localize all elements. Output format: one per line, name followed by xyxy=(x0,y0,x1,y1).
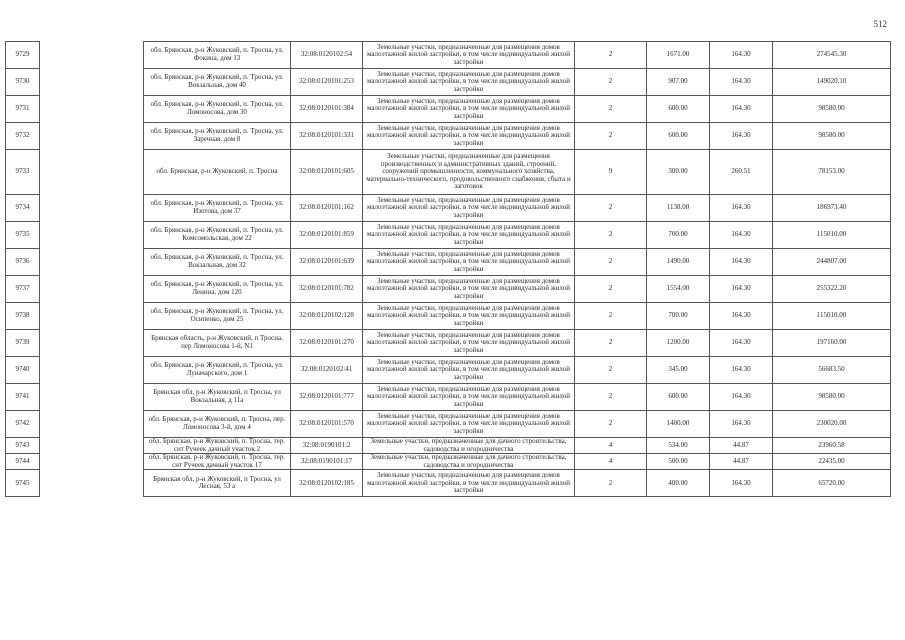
table-row xyxy=(6,303,891,330)
cell-area: 1490.00 xyxy=(647,249,710,276)
page-number: 512 xyxy=(873,19,887,29)
cell-group: 2 xyxy=(575,303,647,330)
registry-body xyxy=(6,42,891,497)
cell-id: 9730 xyxy=(6,69,40,96)
cell-id: 9729 xyxy=(6,42,40,69)
cell-id: 9738 xyxy=(6,303,40,330)
cell-group: 2 xyxy=(575,470,647,497)
cell-area: 907.00 xyxy=(647,69,710,96)
cell-value: 115010.00 xyxy=(773,303,891,330)
cell-cadastral: 32:08:0120101:384 xyxy=(291,96,363,123)
cell-id: 9734 xyxy=(6,195,40,222)
cell-purpose: Земельные участки, предназначенные для размещения домов малоэтажной жилой застройки, в том числе индивидуальной жилой застройки xyxy=(363,276,575,303)
cell-group: 2 xyxy=(575,69,647,96)
cell-value: 244807.00 xyxy=(773,249,891,276)
cell-value: 149020.10 xyxy=(773,69,891,96)
cell-address: Брянская обл, р-н Жуковский, п Тросна, ул Лесная, 53 а xyxy=(144,470,291,497)
cell-rate: 164.30 xyxy=(710,384,773,411)
cell-purpose: Земельные участки, предназначенные для размещения домов малоэтажной жилой застройки, в том числе индивидуальной жилой застройки xyxy=(363,330,575,357)
cell-value: 115010.00 xyxy=(773,222,891,249)
cell-area: 600.00 xyxy=(647,384,710,411)
cell-cadastral: 32:08:0120102:185 xyxy=(291,470,363,497)
cell-cadastral: 32:08:0190101:17 xyxy=(291,454,363,470)
cell-cadastral: 32:08:0120101:162 xyxy=(291,195,363,222)
cell-address: обл. Брянская, р-н Жуковский, п. Тросна, ул. Ленина, дом 120 xyxy=(144,276,291,303)
cell-cadastral: 32:08:0120101:777 xyxy=(291,384,363,411)
cell-gap xyxy=(40,357,144,384)
cell-area: 1200.00 xyxy=(647,330,710,357)
cell-id: 9731 xyxy=(6,96,40,123)
cell-value: 98580.00 xyxy=(773,96,891,123)
table-row xyxy=(6,357,891,384)
cell-gap xyxy=(40,411,144,438)
cell-rate: 164.30 xyxy=(710,357,773,384)
cell-gap xyxy=(40,454,144,470)
cell-address: обл. Брянская, р-н Жуковский, п. Тросна, ул. Изотова, дом 37 xyxy=(144,195,291,222)
cell-area: 1400.00 xyxy=(647,411,710,438)
cell-rate: 44.87 xyxy=(710,438,773,454)
cell-gap xyxy=(40,303,144,330)
cell-address: обл. Брянская, р-н Жуковский, п. Тросна, тер. снт Ручеек дачный участок 17 xyxy=(144,454,291,470)
cell-address: обл. Брянская, р-н Жуковский, п. Тросна, ул. Фокина, дом 13 xyxy=(144,42,291,69)
cell-address: обл. Брянская, р-н Жуковский, п. Тросна xyxy=(144,150,291,195)
cell-cadastral: 32:08:0120101:253 xyxy=(291,69,363,96)
table-row xyxy=(6,42,891,69)
cell-area: 300.00 xyxy=(647,150,710,195)
cell-value: 22435.00 xyxy=(773,454,891,470)
cell-rate: 164.30 xyxy=(710,470,773,497)
cell-area: 400.00 xyxy=(647,470,710,497)
cell-group: 2 xyxy=(575,195,647,222)
cell-area: 345.00 xyxy=(647,357,710,384)
cell-address: обл. Брянская, р-н Жуковский, п. Тросна, пер. Ломоносова 3-й, дом 4 xyxy=(144,411,291,438)
cell-gap xyxy=(40,330,144,357)
cell-id: 9737 xyxy=(6,276,40,303)
cell-rate: 164.30 xyxy=(710,123,773,150)
table-row xyxy=(6,330,891,357)
table-row xyxy=(6,411,891,438)
cell-area: 700.00 xyxy=(647,222,710,249)
cell-cadastral: 32:08:0120102:54 xyxy=(291,42,363,69)
cell-address: обл. Брянская, р-н Жуковский, п. Тросна, ул. Луначарского, дом 1 xyxy=(144,357,291,384)
cell-group: 9 xyxy=(575,150,647,195)
cell-purpose: Земельные участки, предназначенные для размещения домов малоэтажной жилой застройки, в том числе индивидуальной жилой застройки xyxy=(363,249,575,276)
cell-gap xyxy=(40,438,144,454)
cell-rate: 164.30 xyxy=(710,69,773,96)
cell-area: 600.00 xyxy=(647,96,710,123)
cell-area: 500.00 xyxy=(647,454,710,470)
cell-group: 2 xyxy=(575,330,647,357)
cell-gap xyxy=(40,69,144,96)
cell-purpose: Земельные участки, предназначенные для размещения домов малоэтажной жилой застройки, в том числе индивидуальной жилой застройки xyxy=(363,357,575,384)
cell-address: обл. Брянская, р-н Жуковский, п. Тросна, ул. Заречная, дом 8 xyxy=(144,123,291,150)
cell-address: обл. Брянская, р-н Жуковский, п. Тросна, тер. снт Ручеек дачный участок 2 xyxy=(144,438,291,454)
cell-id: 9740 xyxy=(6,357,40,384)
land-registry-table xyxy=(5,41,891,497)
cell-area: 1138.00 xyxy=(647,195,710,222)
table-row xyxy=(6,222,891,249)
cell-value: 56683.50 xyxy=(773,357,891,384)
cell-address: Брянская область, р-н Жуковский, п Тросна, пер Ломоносова 1-й, N1 xyxy=(144,330,291,357)
cell-purpose: Земельные участки, предназначенные для дачного строительства, садоводства и огородничества xyxy=(363,438,575,454)
cell-area: 700.00 xyxy=(647,303,710,330)
cell-rate: 164.30 xyxy=(710,222,773,249)
cell-address: обл. Брянская, р-н Жуковский, п. Тросна, ул. Вокзальная, дом 32 xyxy=(144,249,291,276)
cell-purpose: Земельные участки, предназначенные для размещения домов малоэтажной жилой застройки, в том числе индивидуальной жилой застройки xyxy=(363,42,575,69)
cell-rate: 164.30 xyxy=(710,42,773,69)
table-row xyxy=(6,69,891,96)
cell-purpose: Земельные участки, предназначенные для размещения домов малоэтажной жилой застройки, в том числе индивидуальной жилой застройки xyxy=(363,123,575,150)
cell-id: 9733 xyxy=(6,150,40,195)
cell-address: обл. Брянская, р-н Жуковский, п. Тросна, ул. Комсомольская, дом 22 xyxy=(144,222,291,249)
cell-rate: 44.87 xyxy=(710,454,773,470)
cell-cadastral: 32:08:0190101:2 xyxy=(291,438,363,454)
cell-purpose: Земельные участки, предназначенные для размещения домов малоэтажной жилой застройки, в том числе индивидуальной жилой застройки xyxy=(363,303,575,330)
cell-cadastral: 32:08:0120101:570 xyxy=(291,411,363,438)
cell-value: 65720.00 xyxy=(773,470,891,497)
cell-cadastral: 32:08:0120101:270 xyxy=(291,330,363,357)
cell-gap xyxy=(40,123,144,150)
cell-rate: 164.30 xyxy=(710,195,773,222)
cell-area: 1671.00 xyxy=(647,42,710,69)
table-row xyxy=(6,454,891,470)
cell-cadastral: 32:08:0120101:605 xyxy=(291,150,363,195)
cell-purpose: Земельные участки, предназначенные для размещения домов малоэтажной жилой застройки, в том числе индивидуальной жилой застройки xyxy=(363,69,575,96)
cell-value: 98580.00 xyxy=(773,384,891,411)
cell-id: 9732 xyxy=(6,123,40,150)
cell-value: 255322.20 xyxy=(773,276,891,303)
cell-cadastral: 32:08:0120101:859 xyxy=(291,222,363,249)
cell-gap xyxy=(40,195,144,222)
cell-gap xyxy=(40,470,144,497)
cell-group: 2 xyxy=(575,249,647,276)
cell-cadastral: 32:08:0120102:128 xyxy=(291,303,363,330)
cell-purpose: Земельные участки, предназначенные для размещения домов малоэтажной жилой застройки, в том числе индивидуальной жилой застройки xyxy=(363,96,575,123)
cell-cadastral: 32:08:0120102:41 xyxy=(291,357,363,384)
cell-rate: 164.30 xyxy=(710,330,773,357)
cell-id: 9736 xyxy=(6,249,40,276)
cell-id: 9735 xyxy=(6,222,40,249)
cell-gap xyxy=(40,276,144,303)
cell-rate: 164.30 xyxy=(710,96,773,123)
cell-id: 9744 xyxy=(6,454,40,470)
cell-group: 2 xyxy=(575,96,647,123)
table-row xyxy=(6,276,891,303)
cell-gap xyxy=(40,222,144,249)
table-row xyxy=(6,123,891,150)
cell-purpose: Земельные участки, предназначенные для дачного строительства, садоводства и огородничества xyxy=(363,454,575,470)
cell-area: 534.00 xyxy=(647,438,710,454)
cell-purpose: Земельные участки, предназначенные для размещения домов малоэтажной жилой застройки, в том числе индивидуальной жилой застройки xyxy=(363,470,575,497)
cell-id: 9743 xyxy=(6,438,40,454)
cell-value: 78153.00 xyxy=(773,150,891,195)
cell-purpose: Земельные участки, предназначенные для размещения домов малоэтажной жилой застройки, в том числе индивидуальной жилой застройки xyxy=(363,195,575,222)
cell-rate: 164.30 xyxy=(710,276,773,303)
cell-rate: 164.30 xyxy=(710,411,773,438)
cell-cadastral: 32:08:0120101:331 xyxy=(291,123,363,150)
cell-id: 9739 xyxy=(6,330,40,357)
cell-group: 4 xyxy=(575,438,647,454)
cell-gap xyxy=(40,384,144,411)
cell-area: 1554.00 xyxy=(647,276,710,303)
cell-purpose: Земельные участки, предназначенные для размещения производственных и административных зданий, строений, сооружений промышленности, коммунального хозяйства, материально-технического, продовольственного снабжения, сбыта и заготовок xyxy=(363,150,575,195)
cell-address: обл. Брянская, р-н Жуковский, п. Тросна, ул. Вокзальная, дом 40 xyxy=(144,69,291,96)
cell-id: 9742 xyxy=(6,411,40,438)
cell-value: 230020.00 xyxy=(773,411,891,438)
cell-group: 2 xyxy=(575,276,647,303)
cell-id: 9745 xyxy=(6,470,40,497)
cell-cadastral: 32:08:0120101:782 xyxy=(291,276,363,303)
cell-rate: 260.51 xyxy=(710,150,773,195)
cell-group: 2 xyxy=(575,384,647,411)
cell-value: 23960.58 xyxy=(773,438,891,454)
cell-value: 98580.00 xyxy=(773,123,891,150)
cell-gap xyxy=(40,96,144,123)
cell-value: 274545.30 xyxy=(773,42,891,69)
cell-address: обл. Брянская, р-н Жуковский, п. Тросна, ул. Ломоносова, дом 30 xyxy=(144,96,291,123)
cell-group: 2 xyxy=(575,123,647,150)
cell-gap xyxy=(40,249,144,276)
cell-value: 197160.00 xyxy=(773,330,891,357)
cell-rate: 164.30 xyxy=(710,249,773,276)
cell-group: 2 xyxy=(575,42,647,69)
cell-purpose: Земельные участки, предназначенные для размещения домов малоэтажной жилой застройки, в том числе индивидуальной жилой застройки xyxy=(363,411,575,438)
cell-group: 4 xyxy=(575,454,647,470)
cell-value: 186973.40 xyxy=(773,195,891,222)
cell-rate: 164.30 xyxy=(710,303,773,330)
table-row xyxy=(6,384,891,411)
table-row xyxy=(6,195,891,222)
table-row xyxy=(6,438,891,454)
cell-id: 9741 xyxy=(6,384,40,411)
cell-purpose: Земельные участки, предназначенные для размещения домов малоэтажной жилой застройки, в том числе индивидуальной жилой застройки xyxy=(363,384,575,411)
cell-gap xyxy=(40,42,144,69)
cell-cadastral: 32:08:0120101:639 xyxy=(291,249,363,276)
table-row xyxy=(6,96,891,123)
table-row xyxy=(6,470,891,497)
cell-purpose: Земельные участки, предназначенные для размещения домов малоэтажной жилой застройки, в том числе индивидуальной жилой застройки xyxy=(363,222,575,249)
cell-address: обл. Брянская, р-н Жуковский, п. Тросна, ул. Осипенко, дом 25 xyxy=(144,303,291,330)
cell-group: 2 xyxy=(575,357,647,384)
cell-area: 600.00 xyxy=(647,123,710,150)
cell-group: 2 xyxy=(575,411,647,438)
cell-gap xyxy=(40,150,144,195)
table-row xyxy=(6,249,891,276)
cell-group: 2 xyxy=(575,222,647,249)
table-row xyxy=(6,150,891,195)
cell-address: Брянская обл, р-н Жуковский, п Тросна, ул Вокзальная, д 11а xyxy=(144,384,291,411)
